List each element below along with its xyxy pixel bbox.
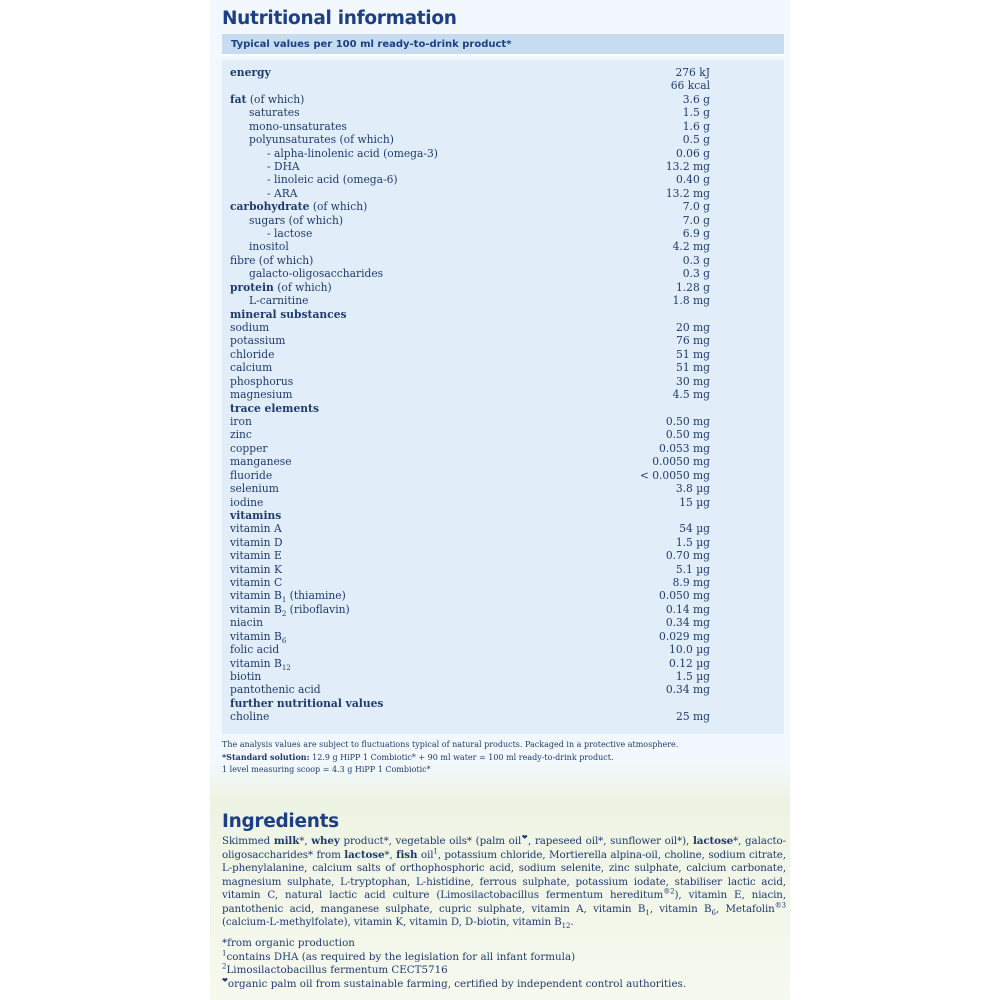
table-row <box>230 509 710 522</box>
table-row <box>230 133 710 146</box>
row-value: 0.50 mg <box>665 414 710 428</box>
row-label: chloride <box>230 347 275 361</box>
table-row <box>230 415 710 428</box>
ingredient-fragment: 1 <box>645 908 650 917</box>
footnote <box>222 951 792 965</box>
table-row <box>230 576 710 589</box>
row-value: 0.3 g <box>682 267 710 281</box>
row-label: folic acid <box>230 643 280 657</box>
row-label: sodium <box>230 321 270 335</box>
row-value: 3.6 g <box>682 92 710 106</box>
row-label: iron <box>230 414 252 428</box>
row-label: polyunsaturates (of which) <box>249 133 394 147</box>
row-value: 0.34 mg <box>665 683 710 697</box>
footnote <box>222 978 792 992</box>
footnote-mark: ❤ <box>222 976 228 985</box>
row-value: 0.3 g <box>682 253 710 267</box>
row-value: < 0.0050 mg <box>639 468 710 482</box>
table-row <box>230 187 710 200</box>
row-label: manganese <box>230 455 292 469</box>
row-value: 0.34 mg <box>665 616 710 630</box>
ingredient-fragment: oil <box>417 848 434 861</box>
table-row <box>230 267 710 280</box>
row-value: 0.14 mg <box>665 602 710 616</box>
ingredient-fragment: 6 <box>711 908 716 917</box>
table-header: Typical values per 100 ml ready-to-drink product* <box>222 34 784 56</box>
table-row <box>230 348 710 361</box>
table-row <box>230 630 710 643</box>
ingredient-fragment: *, <box>299 835 312 847</box>
row-value: 0.0050 mg <box>652 455 710 469</box>
row-label: calcium <box>230 361 273 375</box>
row-label: fibre (of which) <box>230 253 314 267</box>
ingredient-fragment: Skimmed <box>222 835 274 847</box>
table-row <box>230 308 710 321</box>
table-row <box>230 549 710 562</box>
table-row <box>230 616 710 629</box>
row-label: vitamin $B_2$ (riboflavin) <box>230 602 350 619</box>
ingredient-fragment: ❤ <box>521 833 529 842</box>
row-label: vitamin K <box>230 562 282 576</box>
row-value: 66 kcal <box>670 79 710 93</box>
footnotes <box>222 937 792 991</box>
row-label: pantothenic acid <box>230 683 321 697</box>
table-row <box>230 79 710 92</box>
row-value: 6.9 g <box>682 227 710 241</box>
notes <box>222 739 792 776</box>
row-value: 276 kJ <box>675 66 710 79</box>
row-label: - lactose <box>267 227 313 241</box>
footnote <box>222 937 792 951</box>
row-label: vitamin E <box>230 549 282 563</box>
ingredient-fragment: 12 <box>561 922 571 931</box>
note-analysis: The analysis values are subject to fluctuations typical of natural products. Packaged in a protective atmosphere. <box>222 740 679 749</box>
row-label: sugars (of which) <box>249 213 344 227</box>
row-label: niacin <box>230 616 263 630</box>
row-label: vitamins <box>230 508 282 522</box>
row-value: 13.2 mg <box>665 159 710 173</box>
table-row <box>230 281 710 294</box>
row-value: 54 µg <box>679 522 710 536</box>
row-value: 0.5 g <box>682 133 710 147</box>
row-value: 1.8 mg <box>672 294 710 308</box>
table-row <box>230 120 710 133</box>
ingredient-fragment: milk <box>273 835 300 847</box>
row-value: 0.06 g <box>675 146 710 160</box>
ingredient-fragment: 1 <box>433 847 438 856</box>
table-row <box>230 455 710 468</box>
row-value: 5.1 µg <box>675 562 710 576</box>
table-row <box>230 200 710 213</box>
ingredient-fragment: ®2 <box>663 887 675 896</box>
ingredient-fragment: product*, vegetable oils* (palm oil <box>339 835 522 847</box>
ingredient-fragment: fish <box>396 848 418 861</box>
row-value: 51 mg <box>676 347 710 361</box>
table-row <box>230 536 710 549</box>
row-label: fat (of which) <box>230 92 305 106</box>
row-value: 7.0 g <box>682 213 710 227</box>
row-label: choline <box>230 710 270 724</box>
row-label: phosphorus <box>230 374 294 388</box>
table-row <box>230 697 710 710</box>
table-row <box>230 683 710 696</box>
footnote-text: organic palm oil from sustainable farming, certified by independent control authorities. <box>227 977 687 990</box>
row-value: 4.5 mg <box>672 388 710 402</box>
row-label: saturates <box>249 106 300 120</box>
row-label: potassium <box>230 334 286 348</box>
ingredients-text <box>222 835 786 930</box>
table-row <box>230 482 710 495</box>
row-label: further nutritional values <box>230 696 384 710</box>
table-row <box>230 657 710 670</box>
table-row <box>230 361 710 374</box>
row-value: 1.6 g <box>682 119 710 133</box>
row-value: 0.029 mg <box>659 629 710 643</box>
table-row <box>230 563 710 576</box>
row-value: 76 mg <box>676 334 710 348</box>
table-row <box>230 160 710 173</box>
row-value: 0.50 mg <box>665 428 710 442</box>
row-value: 7.0 g <box>682 200 710 214</box>
table-row <box>230 469 710 482</box>
row-label: inositol <box>249 240 289 254</box>
ingredient-fragment: ®3 <box>774 901 786 910</box>
table-row <box>230 602 710 619</box>
table-row <box>230 147 710 160</box>
ingredient-fragment: , Metafolin <box>715 902 775 915</box>
row-label: fluoride <box>230 468 273 482</box>
table-row <box>230 388 710 401</box>
row-label: vitamin $B_1$ (thiamine) <box>230 589 346 605</box>
ingredients-title: Ingredients <box>222 811 339 832</box>
table-row <box>230 522 710 535</box>
row-label: energy <box>230 66 271 79</box>
note-standard-solution <box>222 751 792 764</box>
row-label: vitamin $B_6$ <box>230 629 287 645</box>
note-standard-text: 12.9 g HiPP 1 Combiotic* + 90 ml water = 100 ml ready-to-drink product. <box>309 753 614 762</box>
row-value: 51 mg <box>676 361 710 375</box>
row-value: 13.2 mg <box>665 186 710 200</box>
row-value: 0.053 mg <box>659 441 710 455</box>
ingredient-fragment: *, galacto-oligosaccharides* from <box>222 835 786 861</box>
ingredient-fragment: , potassium chloride, Mortierella alpina-oil, choline, sodium citrate, L-phenylalanine, calcium salts of orthophosphoric acid, sodium selenite, zinc sulphate, calcium carbonate, magnesium sulphate, L-tryptophan, L-histidine, ferrous sulphate, potassium iodate, stabiliser lactic acid, vitamin C, natural lactic acid culture (Limosilactobacillus fermentum hereditum <box>222 848 786 901</box>
row-label: copper <box>230 441 268 455</box>
row-value: 3.8 µg <box>675 482 710 496</box>
note-standard-label: *Standard solution: <box>222 752 310 762</box>
table-row <box>230 402 710 415</box>
footnote-mark: 2 <box>222 962 227 971</box>
row-value: 0.12 µg <box>669 656 710 670</box>
row-label: protein (of which) <box>230 280 332 294</box>
ingredient-fragment: lactose <box>692 835 734 847</box>
row-value: 30 mg <box>676 374 710 388</box>
table-row <box>230 589 710 605</box>
table-row <box>230 254 710 267</box>
table-row <box>230 93 710 106</box>
ingredient-fragment: (calcium-L-methylfolate), vitamin K, vitamin D, D-biotin, vitamin B <box>222 916 562 928</box>
ingredient-fragment: , vitamin B <box>649 902 712 915</box>
table-row <box>230 442 710 455</box>
table-row <box>230 428 710 441</box>
row-label: L-carnitine <box>249 294 309 308</box>
row-value: 1.5 g <box>682 106 710 120</box>
row-label: - alpha-linolenic acid (omega-3) <box>267 146 438 160</box>
row-label: vitamin $B_{12}$ <box>230 656 291 672</box>
row-value: 0.40 g <box>675 173 710 187</box>
row-value: 0.70 mg <box>665 549 710 563</box>
row-label: carbohydrate (of which) <box>230 200 368 214</box>
row-label: vitamin C <box>230 576 283 590</box>
footnote-text: contains DHA (as required by the legislation for all infant formula) <box>226 950 576 963</box>
row-value: 25 mg <box>676 710 710 724</box>
row-label: selenium <box>230 482 279 496</box>
ingredient-fragment: lactose <box>344 848 385 861</box>
row-label: mineral substances <box>230 307 347 321</box>
row-label: biotin <box>230 669 262 683</box>
row-value: 4.2 mg <box>672 240 710 254</box>
ingredient-fragment: whey <box>311 835 340 847</box>
row-value: 1.5 µg <box>675 669 710 683</box>
footnote-text: Limosilactobacillus fermentum CECT5716 <box>226 964 448 976</box>
row-value: 1.28 g <box>675 280 710 294</box>
row-label: - DHA <box>267 159 300 173</box>
footnote-text: *from organic production <box>222 937 355 949</box>
row-value: 15 µg <box>679 495 710 509</box>
table-row <box>230 643 710 656</box>
row-value: 0.050 mg <box>659 589 710 603</box>
table-row <box>230 321 710 334</box>
row-label: - linoleic acid (omega-6) <box>267 173 398 187</box>
row-label: trace elements <box>230 401 320 415</box>
row-value: 8.9 mg <box>672 576 710 590</box>
footnote <box>222 964 792 978</box>
footnote-mark: 1 <box>222 949 227 958</box>
table-row <box>230 294 710 307</box>
ingredient-fragment: , rapeseed oil*, sunflower oil*), <box>528 835 693 847</box>
nutrition-title: Nutritional information <box>222 8 457 29</box>
row-label: mono-unsaturates <box>249 119 347 133</box>
table-row <box>230 240 710 253</box>
row-value: 20 mg <box>676 321 710 335</box>
note-scoop: 1 level measuring scoop = 4.3 g HiPP 1 Combiotic* <box>222 765 431 774</box>
table-row <box>230 496 710 509</box>
table-row <box>230 106 710 119</box>
ingredient-fragment: ), vitamin E, niacin, pantothenic acid, manganese sulphate, cupric sulphate, vitamin A, vitamin B <box>222 889 787 915</box>
row-label: vitamin A <box>230 522 282 536</box>
row-label: zinc <box>230 428 252 442</box>
row-label: iodine <box>230 495 264 509</box>
row-value: 10.0 µg <box>669 643 710 657</box>
table-row <box>230 710 710 723</box>
table-row <box>230 227 710 240</box>
nutrition-table <box>230 66 710 724</box>
ingredient-fragment: *, <box>384 848 397 861</box>
ingredient-fragment: . <box>570 916 574 928</box>
table-row <box>230 670 710 683</box>
row-label: magnesium <box>230 388 293 402</box>
table-row <box>230 375 710 388</box>
table-row <box>230 66 710 79</box>
table-row <box>230 214 710 227</box>
table-row <box>230 334 710 347</box>
row-label: - ARA <box>267 186 298 200</box>
table-row <box>230 173 710 186</box>
row-label: galacto-oligosaccharides <box>249 267 384 281</box>
row-value: 1.5 µg <box>675 535 710 549</box>
row-label: vitamin D <box>230 535 283 549</box>
